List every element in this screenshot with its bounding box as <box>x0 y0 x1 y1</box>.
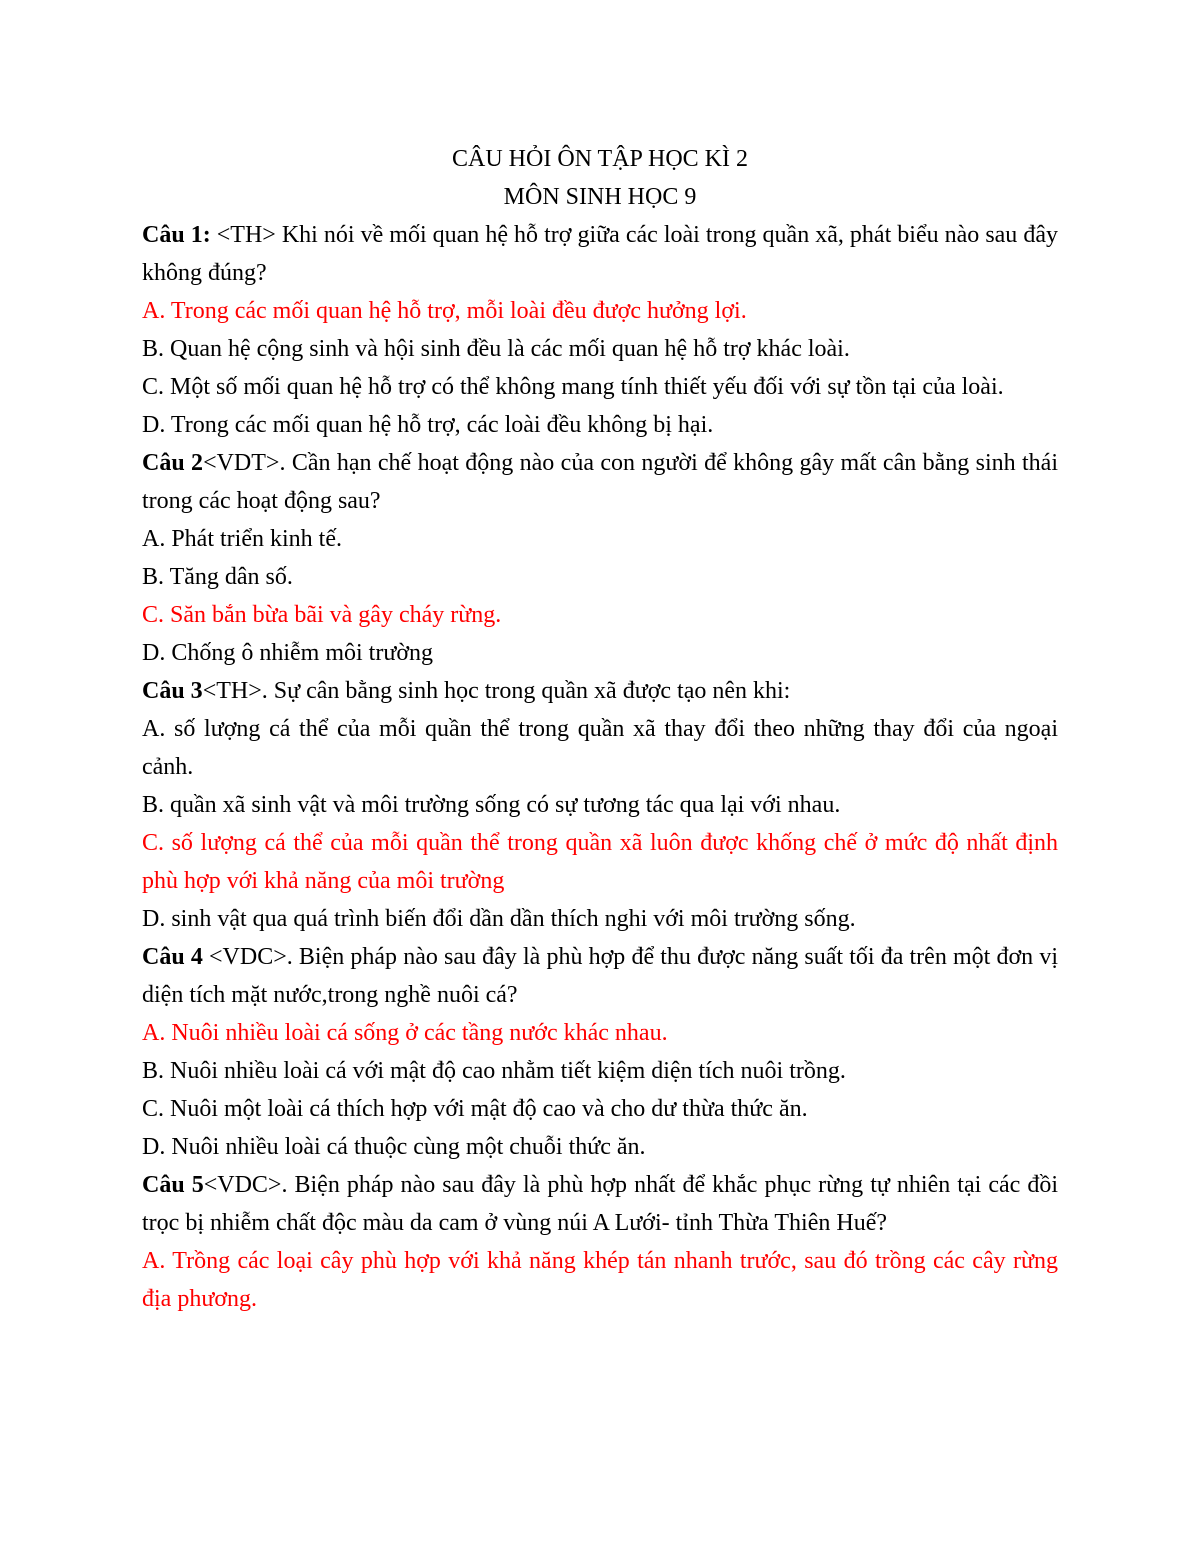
answer-option: D. Nuôi nhiều loài cá thuộc cùng một chuỗi thức ăn. <box>142 1134 646 1160</box>
question-number: Câu 4 <box>142 944 203 970</box>
question-number: Câu 3 <box>142 678 203 704</box>
answer-option-correct: A. Nuôi nhiều loài cá sống ở các tầng nước khác nhau. <box>142 1020 668 1046</box>
answer-option-correct: C. số lượng cá thể của mỗi quần thể trong quần xã luôn được khống chế ở mức độ nhất định phù hợp với khả năng của môi trường <box>142 830 1058 894</box>
document-title-line1: CÂU HỎI ÔN TẬP HỌC KÌ 2 <box>451 146 748 172</box>
question-text: <VDC>. Biện pháp nào sau đây là phù hợp để thu được năng suất tối đa trên một đơn vị diện tích mặt nước,trong nghề nuôi cá? <box>142 944 1058 1008</box>
question-list <box>142 216 1058 1318</box>
question-block <box>142 216 1058 444</box>
answer-option: C. Nuôi một loài cá thích hợp với mật độ cao và cho dư thừa thức ăn. <box>142 1096 808 1122</box>
question-stem <box>142 444 1058 520</box>
question-block <box>142 672 1058 938</box>
question-number: Câu 2 <box>142 450 204 476</box>
question-stem <box>142 938 1058 1014</box>
answer-option-correct: A. Trồng các loại cây phù hợp với khả năng khép tán nhanh trước, sau đó trồng các cây rừng địa phương. <box>142 1248 1058 1312</box>
answer-option: B. Tăng dân số. <box>142 564 293 590</box>
answer-option: D. sinh vật qua quá trình biến đổi dần dần thích nghi với môi trường sống. <box>142 906 856 932</box>
answer-option: D. Trong các mối quan hệ hỗ trợ, các loài đều không bị hại. <box>142 412 714 438</box>
answer-option-correct: C. Săn bắn bừa bãi và gây cháy rừng. <box>142 602 502 628</box>
answer-option: B. Nuôi nhiều loài cá với mật độ cao nhằm tiết kiệm diện tích nuôi trồng. <box>142 1058 846 1084</box>
document-title-line2: MÔN SINH HỌC 9 <box>503 184 697 210</box>
question-text: <VDC>. Biện pháp nào sau đây là phù hợp nhất để khắc phục rừng tự nhiên tại các đồi trọc bị nhiễm chất độc màu da cam ở vùng núi A Lưới- tỉnh Thừa Thiên Huế? <box>142 1172 1058 1236</box>
question-stem <box>142 672 1058 710</box>
question-block <box>142 938 1058 1166</box>
question-text: <TH>. Sự cân bằng sinh học trong quần xã được tạo nên khi: <box>202 678 791 704</box>
answer-option: D. Chống ô nhiễm môi trường <box>142 640 434 666</box>
answer-option-correct: A. Trong các mối quan hệ hỗ trợ, mỗi loài đều được hưởng lợi. <box>142 298 747 324</box>
answer-option: A. số lượng cá thể của mỗi quần thể trong quần xã thay đổi theo những thay đổi của ngoại cảnh. <box>142 716 1058 780</box>
question-number: Câu 1: <box>142 222 211 248</box>
question-text: <VDT>. Cần hạn chế hoạt động nào của con người để không gây mất cân bằng sinh thái trong các hoạt động sau? <box>142 450 1058 514</box>
question-stem <box>142 216 1058 292</box>
question-text: <TH> Khi nói về mối quan hệ hỗ trợ giữa các loài trong quần xã, phát biểu nào sau đây không đúng? <box>142 222 1058 286</box>
answer-option: A. Phát triển kinh tế. <box>142 526 342 552</box>
answer-option: B. Quan hệ cộng sinh và hội sinh đều là các mối quan hệ hỗ trợ khác loài. <box>142 336 850 362</box>
document-page <box>142 140 1058 1318</box>
question-stem <box>142 1166 1058 1242</box>
question-block <box>142 444 1058 672</box>
answer-option: B. quần xã sinh vật và môi trường sống có sự tương tác qua lại với nhau. <box>142 792 841 818</box>
answer-option: C. Một số mối quan hệ hỗ trợ có thể không mang tính thiết yếu đối với sự tồn tại của loài. <box>142 374 1004 400</box>
question-block <box>142 1166 1058 1318</box>
question-number: Câu 5 <box>142 1172 204 1198</box>
